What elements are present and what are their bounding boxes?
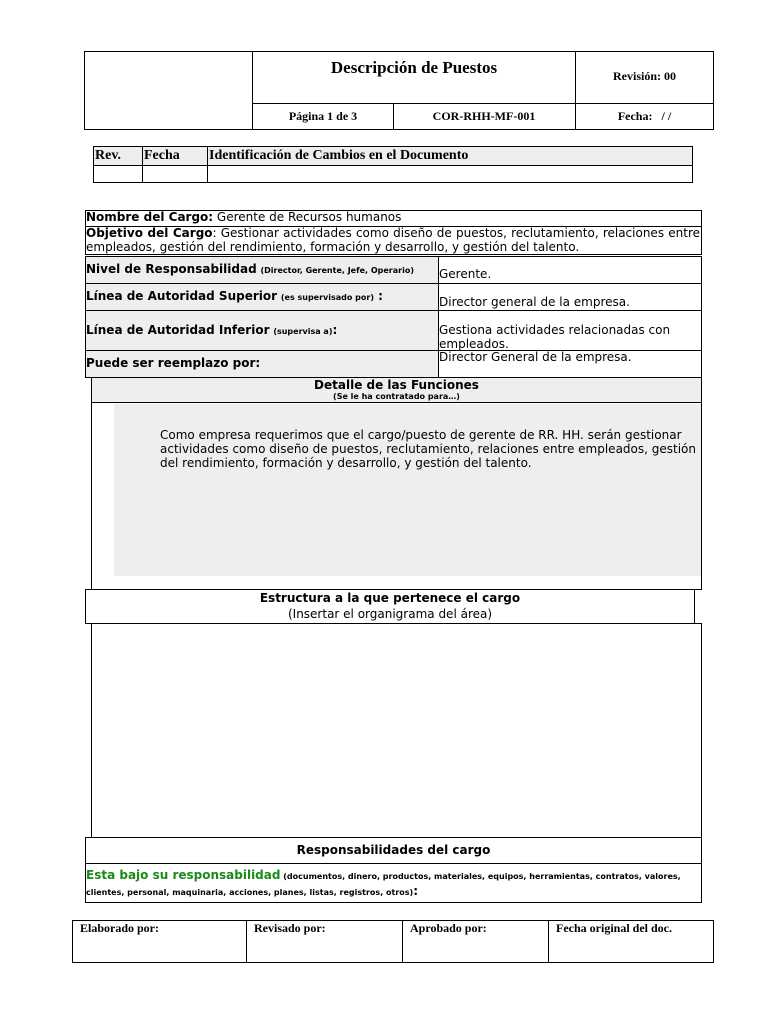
document-title: Descripción de Puestos xyxy=(330,58,498,77)
changes-col-ident: Identificación de Cambios en el Documento xyxy=(209,148,469,163)
changes-col-rev: Rev. xyxy=(95,148,122,163)
changes-empty-row xyxy=(93,165,693,183)
funciones-text: Como empresa requerimos que el cargo/puesto de gerente de RR. HH. serán gestionar actividades como diseño de puestos, reclutamiento, relaciones entre empleados, gestión del rendimiento, formación y desarrollo, y gestión del talento. xyxy=(160,428,696,470)
organigrama-area xyxy=(91,623,702,838)
responsabilidades-title: Responsabilidades del cargo xyxy=(296,843,491,857)
aprobado-por: Aprobado por: xyxy=(410,921,487,935)
page-number: Página 1 de 3 xyxy=(288,109,358,123)
nombre-cargo-label: Nombre del Cargo: xyxy=(86,210,214,224)
responsabilidad-label: Esta bajo su responsabilidad xyxy=(86,868,281,882)
inferior-label-colon: : xyxy=(332,323,338,337)
inferior-label-sub: (supervisa a) xyxy=(273,327,333,336)
fecha-original: Fecha original del doc. xyxy=(556,921,672,935)
funciones-title: Detalle de las Funciones xyxy=(314,378,479,392)
nombre-cargo xyxy=(86,210,401,225)
logo-area xyxy=(84,51,253,130)
elaborado-por: Elaborado por: xyxy=(80,921,160,935)
superior-label-sub: (es supervisado por) xyxy=(280,293,374,302)
superior-label-colon: : xyxy=(374,289,383,303)
revisado-por: Revisado por: xyxy=(254,921,326,935)
nivel-label-text: Nivel de Responsabilidad xyxy=(86,262,257,276)
funciones-subtitle: (Se le ha contratado para…) xyxy=(333,392,460,401)
footer-vline-2 xyxy=(402,920,403,963)
nivel-value: Gerente. xyxy=(439,267,492,281)
reemplazo-value: Director General de la empresa. xyxy=(439,350,632,364)
objetivo-cargo-label: Objetivo del Cargo xyxy=(86,226,213,240)
date-value: / / xyxy=(661,109,672,123)
superior-label-text: Línea de Autoridad Superior xyxy=(86,289,278,303)
objetivo-cargo-value: : Gestionar actividades como diseño de puestos, reclutamiento, relaciones entre empleados, gestión del rendimiento, formación y desarrollo, y gestión del talento. xyxy=(86,226,700,254)
document-code: COR-RHH-MF-001 xyxy=(432,109,536,123)
date-label: Fecha: xyxy=(617,109,653,123)
responsabilidad-colon: : xyxy=(413,884,419,898)
inferior-label xyxy=(86,323,337,337)
responsabilidades-text xyxy=(86,868,698,900)
footer-vline-3 xyxy=(548,920,549,963)
inferior-value: Gestiona actividades relacionadas con empleados. xyxy=(439,323,671,351)
header-hline xyxy=(253,103,714,104)
changes-col-fecha: Fecha xyxy=(144,148,180,163)
superior-label xyxy=(86,289,383,303)
changes-vline-1 xyxy=(142,146,143,183)
nivel-label xyxy=(86,262,414,276)
nombre-cargo-value: Gerente de Recursos humanos xyxy=(213,210,402,224)
superior-value: Director general de la empresa. xyxy=(439,295,630,309)
date-field xyxy=(575,109,714,124)
responsabilidad-detail: (documentos, dinero, productos, materiales, equipos, herramientas, contratos, valores, clientes, personal, maquinaria, acciones, planes, listas, registros, otros) xyxy=(86,872,681,897)
objetivo-cargo xyxy=(86,226,700,254)
footer-vline-1 xyxy=(246,920,247,963)
nivel-label-sub: (Director, Gerente, Jefe, Operario) xyxy=(260,266,414,275)
estructura-subtitle: (Insertar el organigrama del área) xyxy=(287,607,493,621)
estructura-title: Estructura a la que pertenece el cargo xyxy=(259,591,521,605)
revision-label: Revisión: 00 xyxy=(613,69,676,83)
inferior-label-text: Línea de Autoridad Inferior xyxy=(86,323,270,337)
reemplazo-label: Puede ser reemplazo por: xyxy=(86,356,261,370)
changes-vline-2 xyxy=(207,146,208,183)
